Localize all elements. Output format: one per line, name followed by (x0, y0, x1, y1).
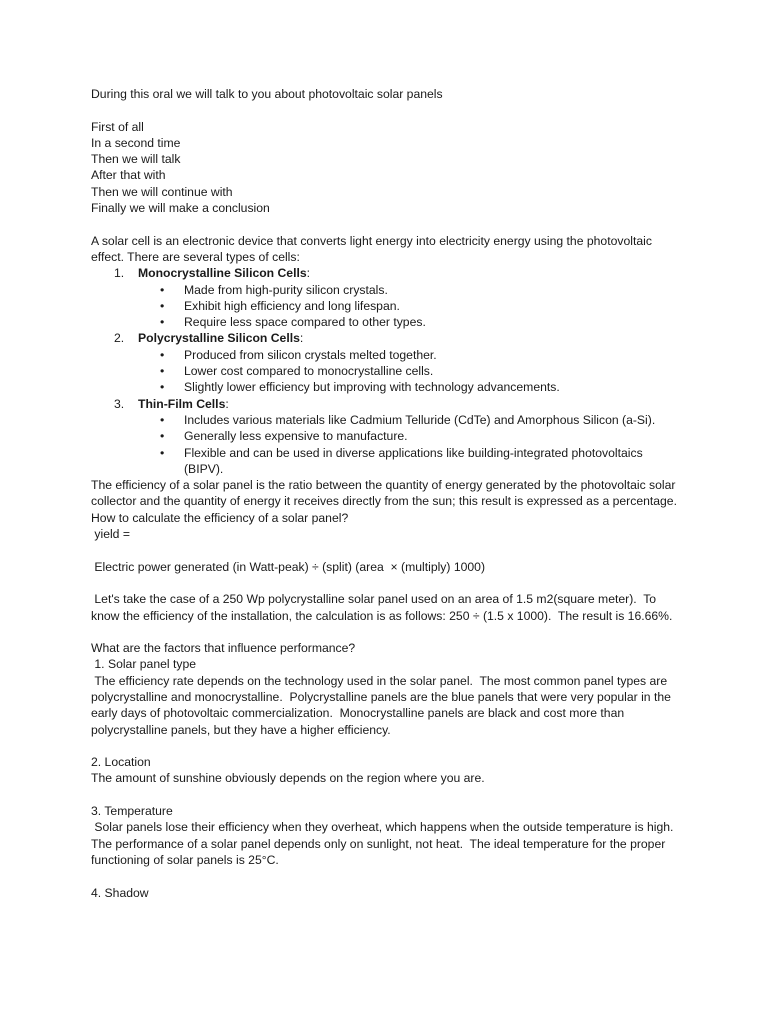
bullet-glyph: • (160, 298, 165, 313)
factor-body: Solar panels lose their efficiency when they overheat, which happens when the outside temperature is high. The performance of a solar panel depends only on sunlight, not heat. The ideal temperature for the proper functioning of solar panels is 25°C. (91, 820, 680, 867)
bullet-text: Made from high-purity silicon crystals. (184, 282, 388, 297)
bullet-list (138, 282, 685, 331)
outline-list (91, 119, 685, 217)
factor-body: The efficiency rate depends on the technology used in the solar panel. The most common panel types are polycrystalline and monocrystalline. Polycrystalline panels are the blue panels that were very popular in the early days of photovoltaic commercialization. Monocrystalline panels are black and cost more than polycrystalline panels, but they have a higher efficiency. (91, 673, 675, 737)
outline-line: Finally we will make a conclusion (91, 201, 270, 216)
outline-line: First of all (91, 119, 144, 134)
heading-colon: : (225, 396, 229, 411)
outline-line: Then we will continue with (91, 184, 233, 199)
bullet-item (138, 412, 685, 428)
opening-sentence: During this oral we will talk to you about photovoltaic solar panels (91, 87, 443, 101)
solar-cell-paragraph: A solar cell is an electronic device that converts light energy into electricity energy using the photovoltaic effect. There are several types of cells: (91, 233, 656, 264)
spacer (91, 868, 685, 884)
bullet-text: Slightly lower efficiency but improving with technology advancements. (184, 380, 560, 395)
factor-title: 4. Shadow (91, 885, 149, 900)
factors-question: What are the factors that influence performance? (91, 641, 356, 656)
bullet-text: Generally less expensive to manufacture. (184, 429, 408, 444)
efficiency-formula: Electric power generated (in Watt-peak) ÷ (split) (area × (multiply) 1000) (91, 559, 486, 574)
spacer (91, 787, 685, 803)
bullet-text: Produced from silicon crystals melted together. (184, 347, 437, 362)
cell-type-item (91, 330, 685, 395)
cell-types-list (91, 265, 685, 477)
heading-colon: : (306, 266, 311, 281)
bullet-item (138, 282, 685, 298)
bullet-glyph: • (160, 380, 165, 395)
cell-type-heading: Thin-Film Cells (138, 396, 226, 411)
spacer (91, 102, 685, 118)
outline-line: In a second time (91, 135, 181, 150)
bullet-glyph: • (160, 412, 165, 427)
cell-type-item (91, 265, 685, 330)
bullet-glyph: • (160, 429, 165, 444)
bullet-item (138, 363, 685, 379)
bullet-list (138, 412, 685, 477)
bullet-item (138, 428, 685, 444)
efficiency-example: Let's take the case of a 250 Wp polycrystalline solar panel used on an area of 1.5 m2(square meter). To know the efficiency of the installation, the calculation is as follows: 250 ÷ (1.5 x 1000). The result is 16.66%. (91, 592, 673, 623)
bullet-item (138, 298, 685, 314)
bullet-glyph: • (160, 347, 165, 362)
efficiency-definition: The efficiency of a solar panel is the ratio between the quantity of energy generated by the photovoltaic solar collector and the quantity of energy it receives directly from the sun; this result is expressed as a percentage. How to calculate the efficiency of a solar panel? (91, 478, 684, 525)
spacer (91, 542, 685, 558)
list-number: 1. (114, 266, 125, 281)
spacer (91, 575, 685, 591)
bullet-item (138, 379, 685, 395)
factor-body: The amount of sunshine obviously depends on the region where you are. (91, 771, 485, 786)
cell-type-heading: Polycrystalline Silicon Cells (138, 331, 300, 346)
bullet-text: Exhibit high efficiency and long lifespan. (184, 298, 400, 313)
spacer (91, 738, 685, 754)
cell-type-heading: Monocrystalline Silicon Cells (138, 266, 307, 281)
bullet-glyph: • (160, 315, 165, 330)
spacer (91, 624, 685, 640)
bullet-glyph: • (160, 364, 165, 379)
heading-colon: : (299, 331, 304, 346)
bullet-item (138, 347, 685, 363)
yield-label: yield = (91, 527, 130, 542)
cell-type-item (91, 396, 685, 477)
bullet-glyph: • (160, 282, 165, 297)
list-number: 3. (114, 396, 125, 411)
bullet-text: Lower cost compared to monocrystalline cells. (184, 364, 434, 379)
outline-line: Then we will talk (91, 152, 181, 167)
list-number: 2. (114, 331, 125, 346)
bullet-item (138, 314, 685, 330)
factor-title: 1. Solar panel type (91, 657, 197, 672)
spacer (91, 216, 685, 232)
bullet-text: Flexible and can be used in diverse applications like building-integrated photovoltaics (BIPV). (184, 445, 643, 476)
bullet-glyph: • (160, 445, 165, 460)
bullet-list (138, 347, 685, 396)
factor-title: 3. Temperature (91, 804, 173, 819)
outline-line: After that with (91, 168, 166, 183)
bullet-text: Includes various materials like Cadmium Telluride (CdTe) and Amorphous Silicon (a-Si). (184, 412, 656, 427)
bullet-text: Require less space compared to other types. (184, 315, 426, 330)
bullet-item (138, 445, 685, 478)
document-page (91, 86, 685, 901)
factor-title: 2. Location (91, 755, 151, 770)
